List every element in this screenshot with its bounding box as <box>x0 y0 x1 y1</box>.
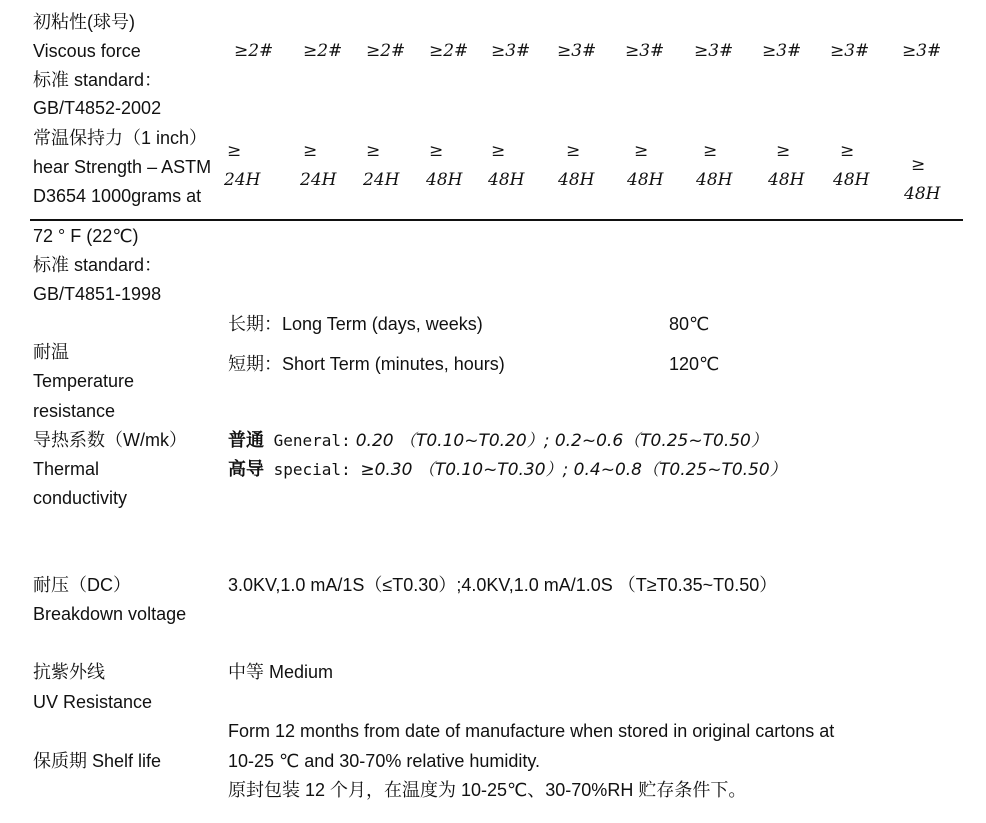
tack-label-line: Viscous force <box>33 41 141 61</box>
holding-hours: 48H <box>768 170 805 190</box>
temperature-short-term: 短期：Short Term (minutes, hours) <box>228 354 505 374</box>
holding-hours: 48H <box>558 170 595 190</box>
holding-sym: ≥ <box>303 141 318 161</box>
holding-label-line: D3654 1000grams at <box>33 186 202 206</box>
holding-hours: 24H <box>300 170 337 190</box>
temperature-label-line: resistance <box>33 401 116 421</box>
tack-label-line: GB/T4852-2002 <box>33 98 162 118</box>
temperature-long-term: 长期：Long Term (days, weeks) <box>228 314 483 334</box>
holding-sym: ≥ <box>840 141 855 161</box>
temperature-label-line: Temperature <box>33 371 135 391</box>
tack-value: ≥3# <box>902 41 942 61</box>
holding-sym: ≥ <box>429 141 444 161</box>
thermal-special-value: ≥0.30 （T0.10~T0.30）; 0.4~0.8（T0.25~T0.50） <box>360 460 787 480</box>
shelf-line: Form 12 months from date of manufacture when stored in original cartons at <box>228 721 835 741</box>
breakdown-label-line: Breakdown voltage <box>33 604 187 624</box>
shelf-line: 10-25 ℃ and 30-70% relative humidity. <box>228 751 541 771</box>
tack-label-line: 初粘性(球号) <box>33 12 135 32</box>
tack-value: ≥2# <box>234 41 274 61</box>
tack-value: ≥3# <box>694 41 734 61</box>
breakdown-label-line: 耐压（DC） <box>33 575 131 595</box>
holding-label-line: 标准 standard： <box>33 255 163 275</box>
shelf-line: 原封包装 12 个月，在温度为 10-25℃、30-70%RH 贮存条件下。 <box>228 780 747 800</box>
thermal-special-mid: special: <box>264 460 361 479</box>
section-divider <box>30 219 963 221</box>
tack-value: ≥3# <box>830 41 870 61</box>
tack-value: ≥2# <box>366 41 406 61</box>
holding-hours: 48H <box>426 170 463 190</box>
thermal-general-mid: General: <box>264 431 351 450</box>
holding-sym: ≥ <box>227 141 242 161</box>
temperature-long-value: 80℃ <box>669 314 710 334</box>
thermal-general <box>228 426 768 456</box>
thermal-special <box>228 455 787 485</box>
holding-sym: ≥ <box>911 155 926 175</box>
shelf-label: 保质期 Shelf life <box>33 751 162 771</box>
thermal-general-prefix: 普通 <box>228 430 264 451</box>
thermal-label-line: Thermal <box>33 459 100 479</box>
temperature-short-value: 120℃ <box>669 354 720 374</box>
tack-label-line: 标准 standard： <box>33 70 163 90</box>
holding-hours: 24H <box>363 170 400 190</box>
holding-sym: ≥ <box>634 141 649 161</box>
holding-label-line: 72 ° F (22℃) <box>33 226 139 246</box>
tack-value: ≥3# <box>625 41 665 61</box>
tack-value: ≥2# <box>429 41 469 61</box>
tack-value: ≥2# <box>303 41 343 61</box>
holding-sym: ≥ <box>366 141 381 161</box>
holding-sym: ≥ <box>566 141 581 161</box>
temperature-label-line: 耐温 <box>33 342 69 362</box>
holding-label-line: hear Strength – ASTM <box>33 157 212 177</box>
holding-hours: 48H <box>627 170 664 190</box>
tack-value: ≥3# <box>762 41 802 61</box>
uv-value: 中等 Medium <box>228 662 334 682</box>
tack-value: ≥3# <box>557 41 597 61</box>
holding-sym: ≥ <box>491 141 506 161</box>
holding-label-line: GB/T4851-1998 <box>33 284 162 304</box>
tack-value: ≥3# <box>491 41 531 61</box>
thermal-general-value: 0.20 （T0.10~T0.20）; 0.2~0.6（T0.25~T0.50） <box>355 431 768 451</box>
holding-hours: 48H <box>833 170 870 190</box>
holding-hours: 48H <box>696 170 733 190</box>
holding-sym: ≥ <box>776 141 791 161</box>
holding-hours: 24H <box>224 170 261 190</box>
uv-label-line: UV Resistance <box>33 692 153 712</box>
thermal-special-prefix: 高导 <box>228 459 264 480</box>
uv-label-line: 抗紫外线 <box>33 662 105 682</box>
holding-label-line: 常温保持力（1 inch） <box>33 128 208 148</box>
thermal-label-line: conductivity <box>33 488 128 508</box>
holding-hours: 48H <box>488 170 525 190</box>
thermal-label-line: 导热系数（W/mk） <box>33 430 187 450</box>
holding-sym: ≥ <box>703 141 718 161</box>
holding-hours: 48H <box>904 184 941 204</box>
breakdown-value: 3.0KV,1.0 mA/1S（≤T0.30）;4.0KV,1.0 mA/1.0S （T≥T0.35~T0.50） <box>228 575 778 595</box>
